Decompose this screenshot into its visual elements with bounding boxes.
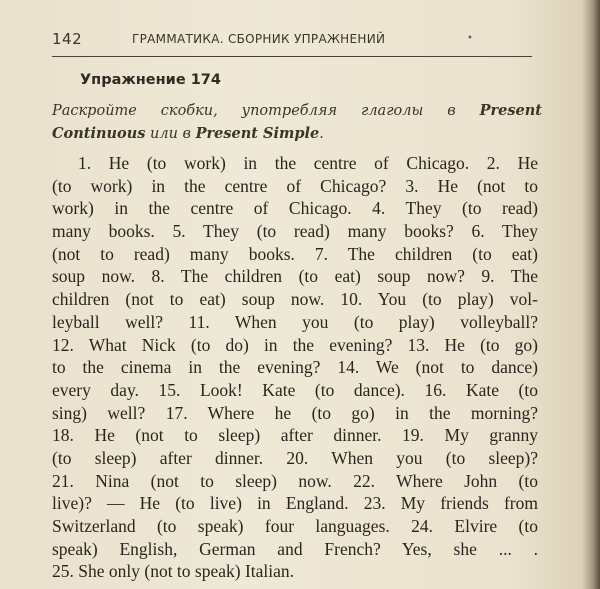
text-line: many books. 5. They (to read) many books? 6. They [52, 221, 538, 242]
exercise-title: Упражнение 174 [80, 72, 221, 88]
instruction-tense-term: Present Simple [195, 124, 320, 142]
page-number: 142 [52, 30, 83, 48]
text-line: leyball well? 11. When you (to play) volleyball? [52, 311, 538, 332]
text-line: sing) well? 17. Where he (to go) in the morning? [52, 402, 538, 423]
instruction-tense-term: Present [479, 102, 542, 119]
header-dot-mark: • [467, 33, 473, 44]
text-line: 12. What Nick (to do) in the evening? 13. He (to go) [52, 334, 538, 355]
instruction-text: или в [145, 125, 196, 142]
text-line: (to sleep) after dinner. 20. When you (to sleep)? [52, 447, 538, 468]
text-line: live)? — He (to live) in England. 23. My friends from [52, 493, 538, 514]
text-line: 18. He (not to sleep) after dinner. 19. My granny [52, 425, 538, 446]
text-line: speak) English, German and French? Yes, she ... . [52, 538, 538, 559]
running-title: ГРАММАТИКА. СБОРНИК УПРАЖНЕНИЙ [132, 32, 386, 46]
text-line: 1. He (to work) in the centre of Chicago. 2. He [78, 153, 538, 173]
text-line: Switzerland (to speak) four languages. 24. Elvire (to [52, 516, 538, 536]
instruction-line-1 [52, 100, 542, 123]
page-header [52, 30, 532, 57]
exercise-instruction [52, 100, 542, 145]
instruction-text: Раскройте скобки, употребляя глаголы в [52, 103, 480, 119]
instruction-tense-term: Continuous [52, 124, 146, 142]
text-line: to the cinema in the evening? 14. We (not to dance) [52, 357, 538, 378]
text-line: (to work) in the centre of Chicago? 3. He (not to [52, 175, 538, 196]
text-line: work) in the centre of Chicago. 4. They (to read) [52, 198, 538, 219]
text-line: (not to read) many books. 7. The children (to eat) [52, 243, 538, 264]
instruction-text: . [319, 125, 324, 142]
page-binding-shadow [582, 0, 600, 589]
text-line: every day. 15. Look! Kate (to dance). 16. Kate (to [52, 379, 538, 400]
instruction-line-2 [52, 123, 542, 146]
text-line: 21. Nina (not to sleep) now. 22. Where John (to [52, 470, 538, 491]
text-line: 25. She only (not to speak) Italian. [52, 561, 295, 582]
exercise-sentences [52, 152, 538, 583]
text-line: soup now. 8. The children (to eat) soup now? 9. The [52, 266, 538, 287]
text-line: children (not to eat) soup now. 10. You (to play) vol- [52, 289, 538, 310]
